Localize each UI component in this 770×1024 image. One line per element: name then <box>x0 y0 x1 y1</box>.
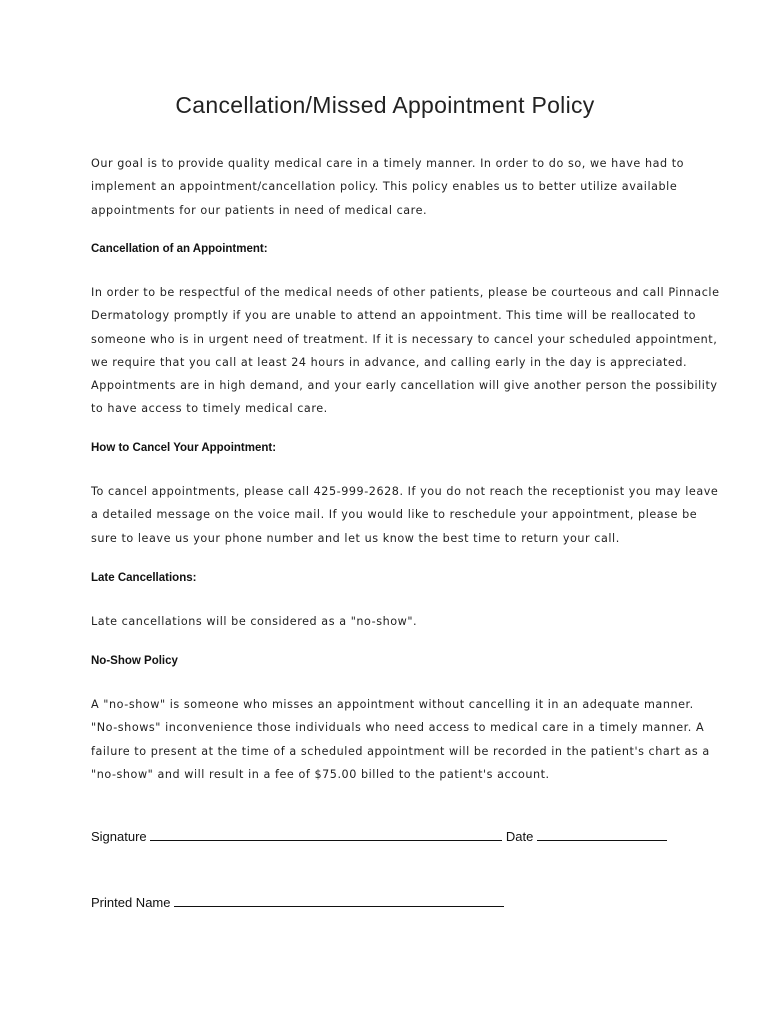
intro-paragraph <box>91 152 691 222</box>
printed-name-label: Printed Name <box>91 895 171 910</box>
paragraph-line: In order to be respectful of the medical needs of other patients, please be courteous and call Pinnacle <box>91 286 720 299</box>
section-heading-late-cancellations: Late Cancellations: <box>91 572 197 584</box>
paragraph-line: Our goal is to provide quality medical care in a timely manner. In order to do so, we have had to <box>91 157 685 170</box>
paragraph-line: failure to present at the time of a scheduled appointment will be recorded in the patient's chart as a <box>91 744 710 758</box>
page-title: Cancellation/Missed Appointment Policy <box>175 92 595 118</box>
signature-row <box>91 826 667 844</box>
printed-name-field[interactable] <box>174 892 504 907</box>
printed-name-row <box>91 892 504 910</box>
paragraph-line: implement an appointment/cancellation policy. This policy enables us to better utilize available <box>91 180 678 194</box>
paragraph-line: A "no-show" is someone who misses an appointment without cancelling it in an adequate manner. <box>91 698 694 711</box>
paragraph-line: to have access to timely medical care. <box>91 402 328 416</box>
date-field[interactable] <box>537 826 667 841</box>
paragraph-line: appointments for our patients in need of medical care. <box>91 203 428 217</box>
no-show-paragraph <box>91 693 710 786</box>
paragraph-line: we require that you call at least 24 hours in advance, and calling early in the day is appreciated. <box>91 355 688 369</box>
paragraph-line: someone who is in urgent need of treatment. If it is necessary to cancel your scheduled appointment, <box>91 332 718 346</box>
late-cancellations-paragraph <box>91 610 691 633</box>
paragraph-line: Appointments are in high demand, and your early cancellation will give another person the possibility <box>91 379 718 393</box>
paragraph-line: a detailed message on the voice mail. If you would like to reschedule your appointment, please be <box>91 508 698 522</box>
paragraph-line: sure to leave us your phone number and let us know the best time to return your call. <box>91 531 620 545</box>
section-heading-cancellation: Cancellation of an Appointment: <box>91 243 268 255</box>
signature-field[interactable] <box>150 826 502 841</box>
paragraph-line: Dermatology promptly if you are unable to attend an appointment. This time will be reallocated to <box>91 309 697 323</box>
section-heading-no-show: No-Show Policy <box>91 655 178 667</box>
section-heading-how-to-cancel: How to Cancel Your Appointment: <box>91 442 277 454</box>
date-label: Date <box>505 829 534 844</box>
paragraph-line: "no-show" and will result in a fee of $75.00 billed to the patient's account. <box>91 767 550 781</box>
cancellation-paragraph <box>91 281 720 421</box>
paragraph-line: Late cancellations will be considered as a "no-show". <box>91 615 418 628</box>
how-to-cancel-paragraph <box>91 480 719 550</box>
paragraph-line: "No-shows" inconvenience those individuals who need access to medical care in a timely manner. A <box>91 721 705 735</box>
signature-label: Signature <box>91 829 147 844</box>
paragraph-line: To cancel appointments, please call 425-999-2628. If you do not reach the receptionist you may leave <box>91 485 719 498</box>
